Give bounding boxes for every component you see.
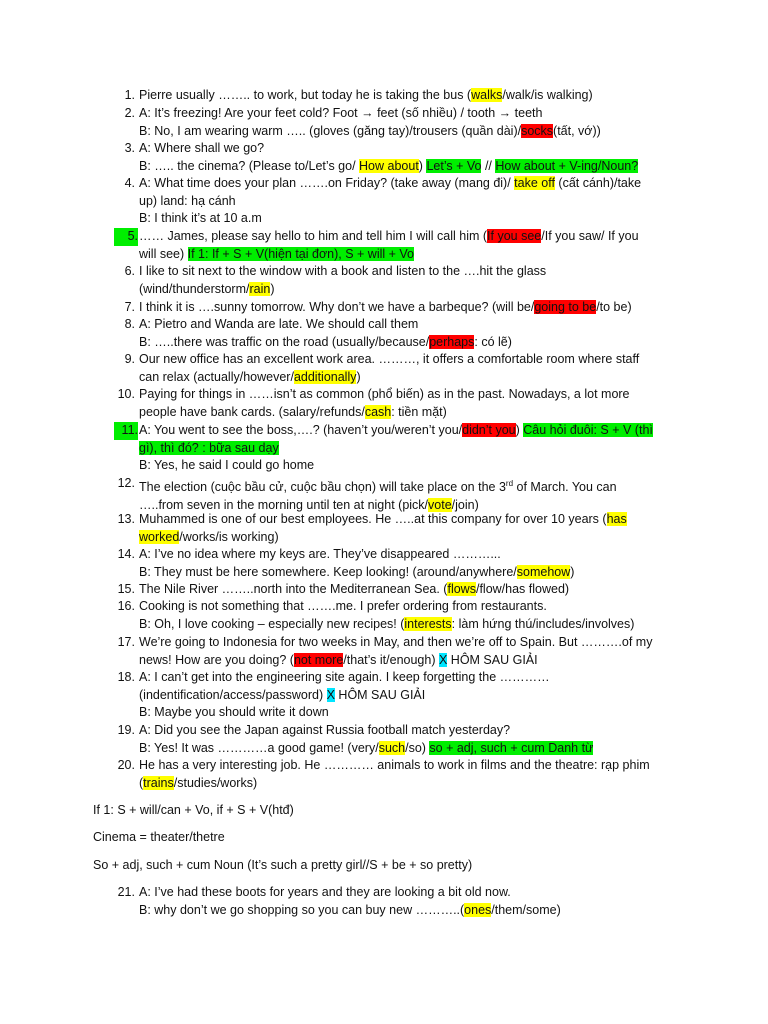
text: A: I can’t get into the engineering site again. I keep forgetting the …………	[139, 670, 550, 684]
text: (cất cánh)/take	[554, 176, 642, 190]
text: )	[356, 369, 361, 384]
text: A: I’ve had these boots for years and they are looking a bit old now.	[139, 885, 511, 899]
item-number: 15.	[117, 582, 135, 596]
highlight-yellow: trains	[143, 775, 174, 790]
item-number: 7.	[124, 300, 135, 314]
text: …..from seven in the morning until ten at night (pick/	[139, 497, 429, 512]
list-item	[124, 175, 699, 228]
text: I think it is ….sunny tomorrow. Why don’t we have a barbeque? (will be/	[139, 300, 535, 314]
text: The election (cuộc bầu cử, cuộc bầu chọn) will take place on the 3rd of March. You can	[139, 479, 617, 495]
list-item	[124, 263, 699, 298]
item-number: 5.	[114, 228, 138, 246]
text: B: Yes, he said I could go home	[139, 458, 315, 473]
item-number: 8.	[124, 317, 135, 331]
text: /join)	[451, 497, 479, 512]
text: B: Maybe you should write it down	[139, 705, 329, 720]
highlight-yellow: vote	[428, 497, 452, 512]
highlight-cyan: X	[326, 687, 335, 702]
highlight-red: going to be	[534, 300, 597, 314]
highlight-yellow: worked	[139, 529, 180, 544]
highlight-yellow: somehow	[516, 564, 571, 579]
text: /to be)	[596, 300, 632, 314]
text: A: You went to see the boss,….? (haven’t you/weren’t you/	[139, 423, 463, 437]
list-item	[124, 140, 699, 175]
text: can relax (actually/however/	[139, 369, 294, 384]
list-item	[117, 386, 699, 421]
item-number: 9.	[124, 352, 135, 366]
text: //	[481, 158, 496, 173]
highlight-red: If you see	[487, 229, 542, 243]
text: news! How are you doing? (	[139, 652, 294, 667]
text: : tiền mặt)	[391, 404, 447, 419]
highlight-yellow: interests	[404, 616, 452, 631]
note-so-such: So + adj, such + cum Noun (It’s such a pretty girl//S + be + so pretty)	[93, 858, 473, 872]
text: B: No, I am wearing warm ….. (gloves (găng tay)/trousers (quần dài)/	[139, 123, 522, 138]
list-item	[124, 87, 699, 105]
note-cinema: Cinema = theater/thetre	[93, 830, 225, 844]
list-item	[117, 757, 699, 792]
text: /flow/has flowed)	[475, 582, 570, 596]
text: Cooking is not something that …….me. I prefer ordering from restaurants.	[139, 599, 547, 613]
text: /so)	[405, 740, 430, 755]
highlight-green: How about + V-ing/Noun?	[495, 158, 639, 173]
text: We’re going to Indonesia for two weeks in May, and then we’re off to Spain. But ……….of my	[139, 635, 653, 649]
text: Paying for things in ……isn’t as common (phổ biến) as in the past. Nowadays, a lot more	[139, 387, 630, 401]
item-number: 10.	[117, 387, 135, 401]
highlight-yellow: rain	[249, 281, 271, 296]
text: B: They must be here somewhere. Keep looking! (around/anywhere/	[139, 564, 517, 579]
text: : làm hứng thú/includes/involves)	[451, 616, 635, 631]
text: /works/is working)	[179, 529, 279, 544]
ordinal-superscript: rd	[505, 479, 514, 488]
note-if1: If 1: S + will/can + Vo, if + S + V(htđ)	[93, 803, 294, 817]
highlight-yellow: How about	[359, 158, 419, 173]
highlight-green: Câu hỏi đuôi: S + V (thì	[523, 423, 653, 437]
text: )	[270, 281, 275, 296]
list-item	[124, 351, 699, 386]
text: )	[418, 158, 427, 173]
text: Our new office has an excellent work area. ………, it offers a comfortable room where staff	[139, 352, 640, 366]
highlight-red: socks	[521, 123, 554, 138]
text: B: why don’t we go shopping so you can buy new ………..(	[139, 902, 465, 917]
text: (wind/thunderstorm/	[139, 281, 250, 296]
text: A: I’ve no idea where my keys are. They’ve disappeared ………...	[139, 547, 501, 561]
item-number: 14.	[117, 547, 135, 561]
text: up) land: hạ cánh	[139, 193, 236, 208]
text: A: Where shall we go?	[139, 141, 265, 155]
highlight-yellow: ones	[464, 902, 492, 917]
item-number: 3.	[124, 141, 135, 155]
item-number: 12.	[117, 476, 135, 490]
item-number: 2.	[124, 106, 135, 120]
highlight-cyan: X	[438, 652, 448, 667]
text: (tất, vớ))	[553, 123, 601, 138]
list-item	[117, 511, 699, 546]
text: /studies/works)	[173, 775, 258, 790]
text: people have bank cards. (salary/refunds/	[139, 404, 365, 419]
text: Pierre usually …….. to work, but today he is taking the bus (	[139, 88, 472, 102]
item-number: 4.	[124, 176, 135, 190]
item-number: 20.	[117, 758, 135, 772]
text: The Nile River ……..north into the Mediterranean Sea. (	[139, 582, 448, 596]
text: )	[515, 423, 524, 437]
item-number: 11.	[114, 422, 138, 440]
list-item	[117, 475, 699, 514]
text: /If you saw/ If you	[541, 229, 639, 243]
item-number: 6.	[124, 264, 135, 278]
text: /walk/is walking)	[502, 88, 593, 102]
list-item	[117, 669, 699, 722]
list-item	[121, 422, 699, 475]
list-item	[117, 634, 699, 669]
text: /them/some)	[491, 902, 561, 917]
highlight-red: perhaps	[429, 334, 475, 349]
text: B: Oh, I love cooking – especially new recipes! (	[139, 616, 405, 631]
highlight-green: gì), thì đó? : bữa sau dạy	[139, 440, 279, 455]
text: : có lẽ)	[474, 334, 512, 349]
text: A: What time does your plan …….on Friday? (take away (mang đi)/	[139, 176, 515, 190]
item-number: 21.	[117, 885, 135, 899]
list-item	[117, 722, 699, 757]
text: will see)	[139, 246, 188, 261]
highlight-yellow: flows	[447, 582, 476, 596]
highlight-green: If 1: If + S + V(hiện tại đơn), S + will + Vo	[187, 246, 414, 261]
list-item	[124, 316, 699, 351]
text: He has a very interesting job. He ………… animals to work in films and the theatre: rạp phim	[139, 758, 650, 772]
list-item	[117, 546, 699, 581]
text: (	[139, 775, 144, 790]
item-number: 19.	[117, 723, 135, 737]
list-item	[117, 884, 699, 919]
text: /that’s it/enough)	[343, 652, 439, 667]
list-item	[124, 105, 699, 140]
highlight-red: not more	[293, 652, 344, 667]
highlight-yellow: has	[606, 512, 627, 526]
text: B: Yes! It was …………a good game! (very/	[139, 740, 379, 755]
item-number: 16.	[117, 599, 135, 613]
highlight-yellow: cash	[364, 404, 392, 419]
text: (indentification/access/password)	[139, 687, 327, 702]
text: B: …..there was traffic on the road (usually/because/	[139, 334, 430, 349]
item-number: 1.	[124, 88, 135, 102]
list-item	[124, 299, 699, 317]
text: …… James, please say hello to him and tell him I will call him (	[139, 229, 488, 243]
text: A: Did you see the Japan against Russia football match yesterday?	[139, 723, 511, 737]
text: B: I think it’s at 10 a.m	[139, 211, 262, 226]
highlight-red: didn’t you	[462, 423, 516, 437]
text: Muhammed is one of our best employees. He …..at this company for over 10 years (	[139, 512, 607, 526]
list-item	[127, 228, 699, 263]
text: )	[570, 564, 575, 579]
highlight-green: Let’s + Vo	[426, 158, 482, 173]
text: I like to sit next to the window with a book and listen to the ….hit the glass	[139, 264, 547, 278]
highlight-green: so + adj, such + cum Danh từ	[429, 740, 594, 755]
highlight-yellow: walks	[471, 88, 503, 102]
item-number: 18.	[117, 670, 135, 684]
item-number: 17.	[117, 635, 135, 649]
text: HÔM SAU GIẢI	[447, 652, 538, 667]
text: A: It’s freezing! Are your feet cold? Foot → feet (số nhiều) / tooth → teeth	[139, 106, 543, 120]
item-number: 13.	[117, 512, 135, 526]
highlight-yellow: such	[378, 740, 406, 755]
text: A: Pietro and Wanda are late. We should call them	[139, 317, 419, 331]
list-item	[117, 598, 699, 633]
text: HÔM SAU GIẢI	[334, 687, 426, 702]
list-item	[117, 581, 699, 599]
highlight-yellow: additionally	[293, 369, 357, 384]
text: B: ….. the cinema? (Please to/Let’s go/	[139, 158, 360, 173]
highlight-yellow: take off	[514, 176, 555, 190]
